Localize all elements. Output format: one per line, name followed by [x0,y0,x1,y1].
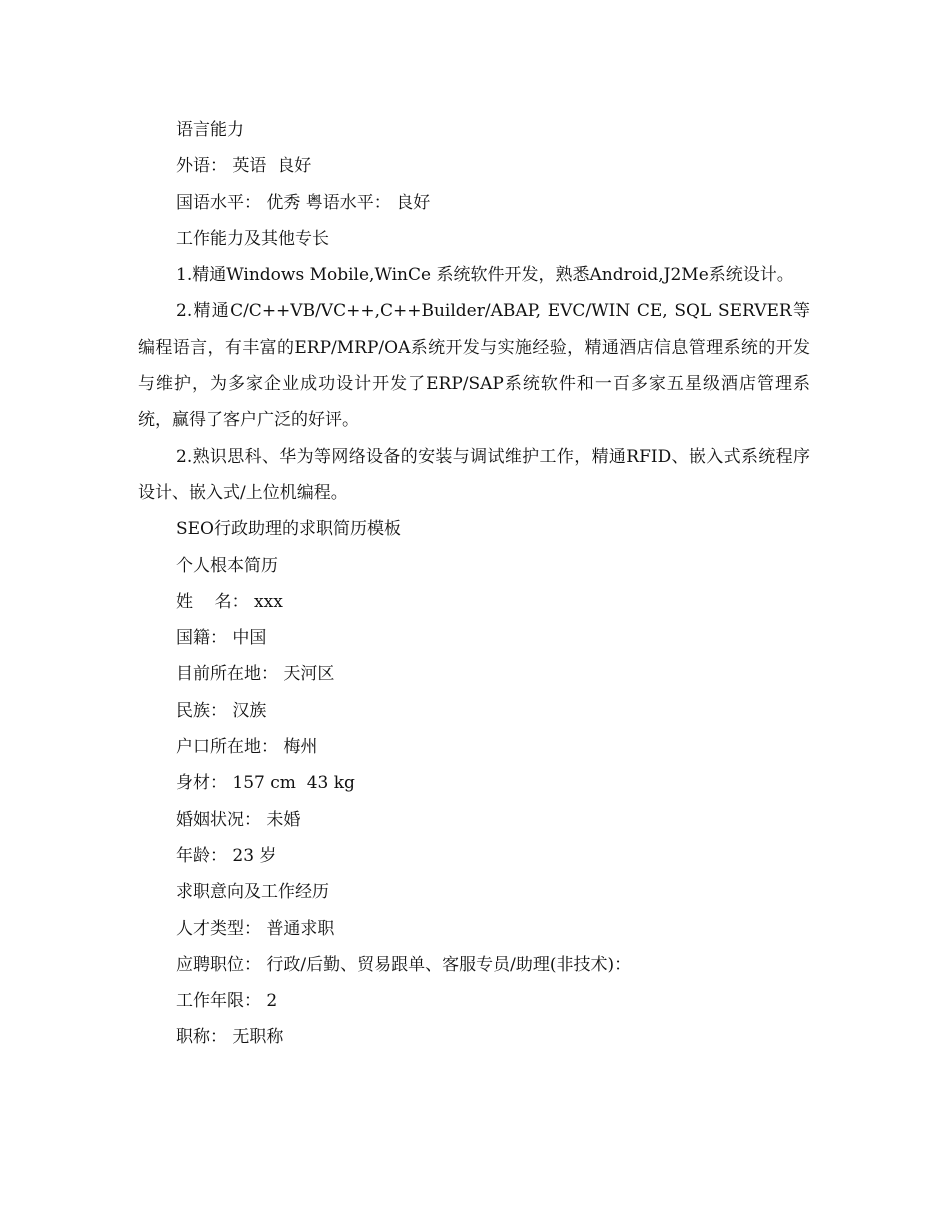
height-weight-field: 身材： 157 cm 43 kg [176,773,355,794]
skill-paragraph-2: 2.精通C/C++VB/VC++,C++Builder/ABAP, EVC/WIN CE, SQL SERVER等编程语言，有丰富的ERP/MRP/OA系统开发与实施经验，精通酒店信息管理系统的开发与维护，为多家企业成功设计开发了ERP/SAP系统软件和一百多家五星级酒店管理系统，赢得了客户广泛的好评。 [138,301,810,431]
job-title-field: 职称： 无职称 [176,1027,284,1048]
heading-basic-resume: 个人根本简历 [176,555,278,576]
resume-template-title: SEO行政助理的求职简历模板 [176,519,401,540]
ethnicity-field: 民族： 汉族 [176,700,267,721]
name-field: 姓 名： xxx [176,591,283,612]
heading-language-ability: 语言能力 [176,120,244,140]
marital-status-field: 婚姻状况： 未婚 [176,809,301,830]
age-field: 年龄： 23 岁 [176,845,277,866]
document-body [138,112,810,1056]
skill-paragraph-1: 1.精通Windows Mobile,WinCe 系统软件开发，熟悉Android,J2Me系统设计。 [176,265,794,286]
applied-position-field: 应聘职位： 行政/后勤、贸易跟单、客服专员/助理(非技术)： [176,954,632,975]
nationality-field: 国籍： 中国 [176,628,267,649]
mandarin-cantonese-line: 国语水平： 优秀 粤语水平： 良好 [176,192,431,213]
talent-type-field: 人才类型： 普通求职 [176,918,335,939]
work-years-field: 工作年限： 2 [176,991,278,1012]
hukou-location-field: 户口所在地： 梅州 [176,737,318,758]
heading-job-intention: 求职意向及工作经历 [176,882,329,903]
heading-work-ability: 工作能力及其他专长 [176,228,329,249]
current-location-field: 目前所在地： 天河区 [176,664,335,685]
skill-paragraph-3: 2.熟识思科、华为等网络设备的安装与调试维护工作，精通RFID、嵌入式系统程序设计、嵌入式/上位机编程。 [138,446,810,503]
foreign-language-line: 外语： 英语 良好 [176,156,312,177]
